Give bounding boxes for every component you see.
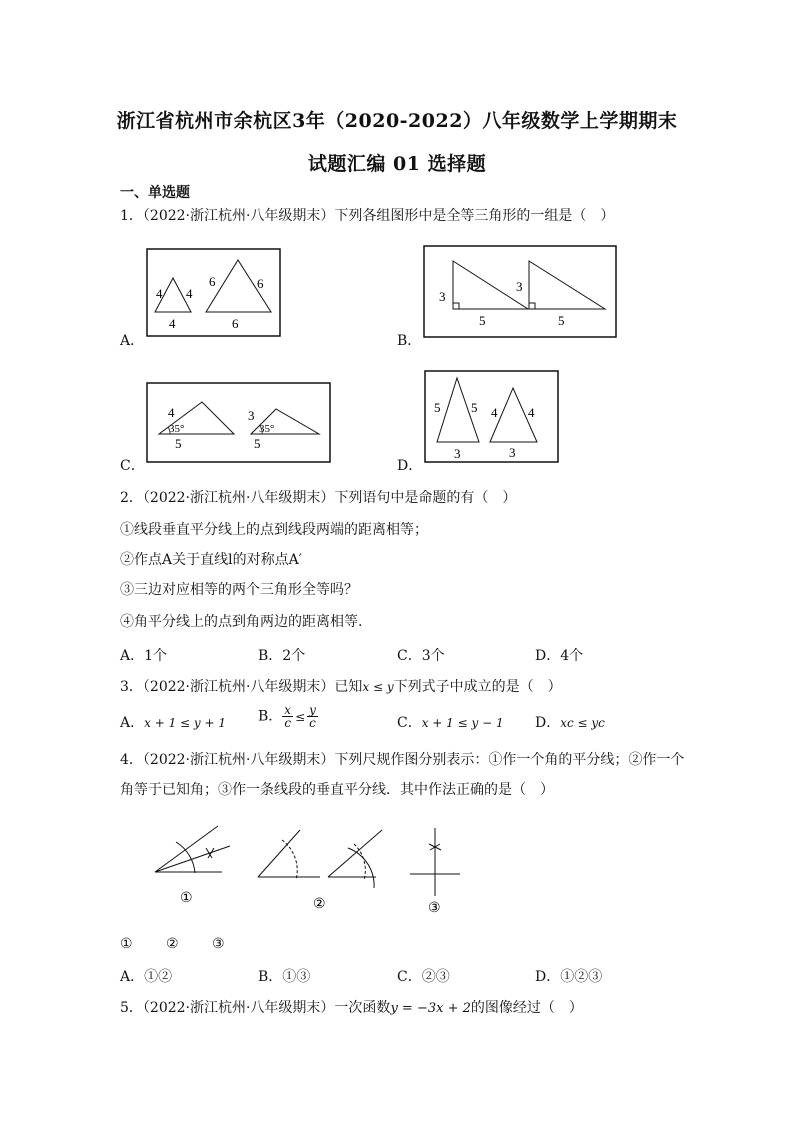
q3-option-c-label: C． xyxy=(397,715,422,731)
fig-d-label: 4 xyxy=(528,405,535,420)
q3-option-c-math: x + 1 ≤ y − 1 xyxy=(421,716,504,730)
q2-option-b: B．2个 xyxy=(258,648,306,664)
q3-option-d-math: xc ≤ yc xyxy=(560,716,605,730)
fig-a-label: 6 xyxy=(257,276,264,291)
question-3-stem xyxy=(120,677,562,697)
fig-c-label: 5 xyxy=(254,436,261,451)
fig-b-label: 5 xyxy=(479,313,486,328)
q1-option-a-label: A． xyxy=(120,333,145,349)
q3-fraction: $\frac{x}{c}$ xyxy=(284,703,292,730)
page-title: 浙江省杭州市余杭区3年（2020-2022）八年级数学上学期期末 xyxy=(116,110,678,132)
q4-option-c: C．②③ xyxy=(397,969,450,985)
question-4-stem-line2: 角等于已知角；③作一条线段的垂直平分线．其中作法正确的是（ ） xyxy=(120,782,554,798)
fig-a-label: 6 xyxy=(209,274,216,289)
q2-item: ①线段垂直平分线上的点到线段两端的距离相等； xyxy=(120,522,428,538)
construction-label: ③ xyxy=(428,901,441,916)
construction-label: ② xyxy=(313,897,326,912)
q4-option-a: A．①② xyxy=(120,969,173,985)
fig-c-label: 35° xyxy=(259,423,275,435)
question-5-stem xyxy=(120,998,583,1019)
q3-option-d xyxy=(535,712,605,732)
construction-label: ① xyxy=(180,891,193,906)
fig-a-label: 6 xyxy=(232,316,239,331)
q5-stem-prefix: 5．（2022·浙江杭州·八年级期末）一次函数 xyxy=(120,1000,391,1016)
q1-option-c-label: C． xyxy=(120,458,145,474)
q1-option-d-label: D． xyxy=(397,458,423,474)
q1-figure-d xyxy=(424,370,560,464)
page-subtitle: 试题汇编 01 选择题 xyxy=(307,153,487,175)
q4-answer-mark: ② xyxy=(166,936,179,952)
q2-item: ②作点A关于直线l的对称点A′ xyxy=(120,552,302,568)
fig-d-label: 4 xyxy=(491,405,498,420)
fig-c-label: 3 xyxy=(248,408,255,423)
q5-stem-suffix: 的图像经过（ ） xyxy=(470,1000,583,1016)
question-1-stem: 1．（2022·浙江杭州·八年级期末）下列各组图形中是全等三角形的一组是（ ） xyxy=(120,208,615,224)
fig-d-label: 5 xyxy=(471,400,478,415)
q3-option-b xyxy=(258,704,318,729)
q2-item: ④角平分线上的点到角两边的距离相等. xyxy=(120,614,363,630)
fig-a-label: 4 xyxy=(169,316,176,331)
q3-fraction: $\frac{y}{c}$ xyxy=(309,703,316,730)
fig-d-label: 3 xyxy=(509,445,516,460)
construction-4 xyxy=(410,828,460,896)
q3-option-b-rel: ≤ xyxy=(295,709,306,724)
q4-answer-mark: ① xyxy=(120,936,133,952)
q4-constructions-figure xyxy=(150,818,460,918)
q4-option-b: B．①③ xyxy=(258,969,311,985)
q2-option-a: A．1个 xyxy=(120,648,168,664)
q3-stem-suffix: 下列式子中成立的是（ ） xyxy=(393,679,562,695)
q3-option-d-label: D． xyxy=(535,715,561,731)
fig-a-label: 4 xyxy=(156,286,163,301)
q2-option-d: D．4个 xyxy=(535,648,584,664)
q1-figure-b xyxy=(423,245,619,339)
q5-stem-math: y = −3x + 2 xyxy=(390,1001,471,1016)
fig-c-label: 35° xyxy=(169,423,185,435)
q2-option-c: C．3个 xyxy=(397,648,445,664)
fig-b-label: 5 xyxy=(558,313,565,328)
q1-figure-a xyxy=(146,248,282,338)
fig-a-label: 4 xyxy=(186,286,193,301)
q3-option-c xyxy=(397,712,504,732)
fig-b-label: 3 xyxy=(516,279,523,294)
fig-c-label: 4 xyxy=(168,405,175,420)
question-2-stem: 2．（2022·浙江杭州·八年级期末）下列语句中是命题的有（ ） xyxy=(120,490,517,506)
q4-answer-mark: ③ xyxy=(212,936,225,952)
fig-d-label: 3 xyxy=(454,446,461,461)
q3-option-b-label: B． xyxy=(258,708,283,725)
q1-option-b-label: B． xyxy=(397,333,422,349)
fig-b-label: 3 xyxy=(439,289,446,304)
fig-c-label: 5 xyxy=(175,436,182,451)
q2-item: ③三边对应相等的两个三角形全等吗？ xyxy=(120,582,358,598)
q1-figure-c xyxy=(146,382,332,464)
construction-3 xyxy=(328,830,382,888)
q3-option-a-math: x + 1 ≤ y + 1 xyxy=(144,716,226,730)
section-heading: 一、单选题 xyxy=(120,185,190,201)
q4-option-d: D．①②③ xyxy=(535,969,603,985)
construction-1 xyxy=(155,826,230,873)
construction-2 xyxy=(258,830,320,880)
fig-d-label: 5 xyxy=(434,400,441,415)
question-4-stem-line1: 4．（2022·浙江杭州·八年级期末）下列尺规作图分别表示：①作一个角的平分线；②作一个 xyxy=(120,752,685,768)
q3-option-a xyxy=(120,712,226,732)
q3-option-a-label: A． xyxy=(120,715,145,731)
q3-stem-prefix: 3．（2022·浙江杭州·八年级期末）已知 xyxy=(120,679,363,695)
q3-stem-math: x ≤ y xyxy=(362,680,394,694)
